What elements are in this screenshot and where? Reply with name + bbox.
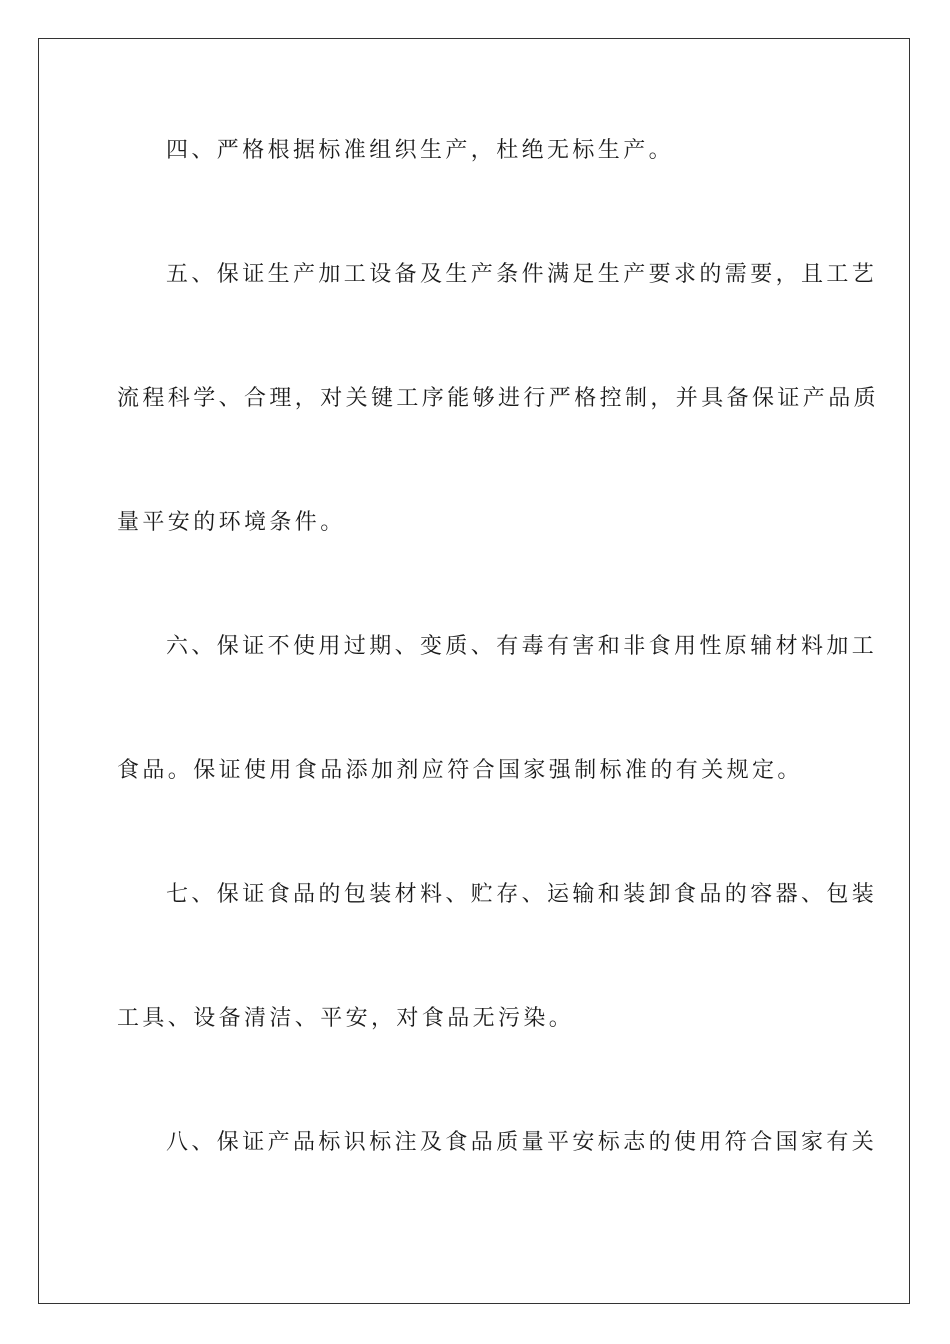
paragraph-8-line-1: 八、保证产品标识标注及食品质量平安标志的使用符合国家有关 <box>166 1130 878 1155</box>
paragraph-7-line-2: 工具、设备清洁、平安，对食品无污染。 <box>117 1006 575 1031</box>
paragraph-5-line-1: 五、保证生产加工设备及生产条件满足生产要求的需要，且工艺 <box>166 262 878 287</box>
paragraph-5-line-2: 流程科学、合理，对关键工序能够进行严格控制，并具备保证产品质 <box>117 386 880 411</box>
paragraph-5-line-3: 量平安的环境条件。 <box>117 510 346 535</box>
page-border <box>38 38 910 1304</box>
paragraph-7-line-1: 七、保证食品的包装材料、贮存、运输和装卸食品的容器、包装 <box>166 882 878 907</box>
paragraph-6-line-2: 食品。保证使用食品添加剂应符合国家强制标准的有关规定。 <box>117 758 803 783</box>
paragraph-4-line-1: 四、严格根据标准组织生产，杜绝无标生产。 <box>166 138 675 163</box>
paragraph-6-line-1: 六、保证不使用过期、变质、有毒有害和非食用性原辅材料加工 <box>166 634 878 659</box>
